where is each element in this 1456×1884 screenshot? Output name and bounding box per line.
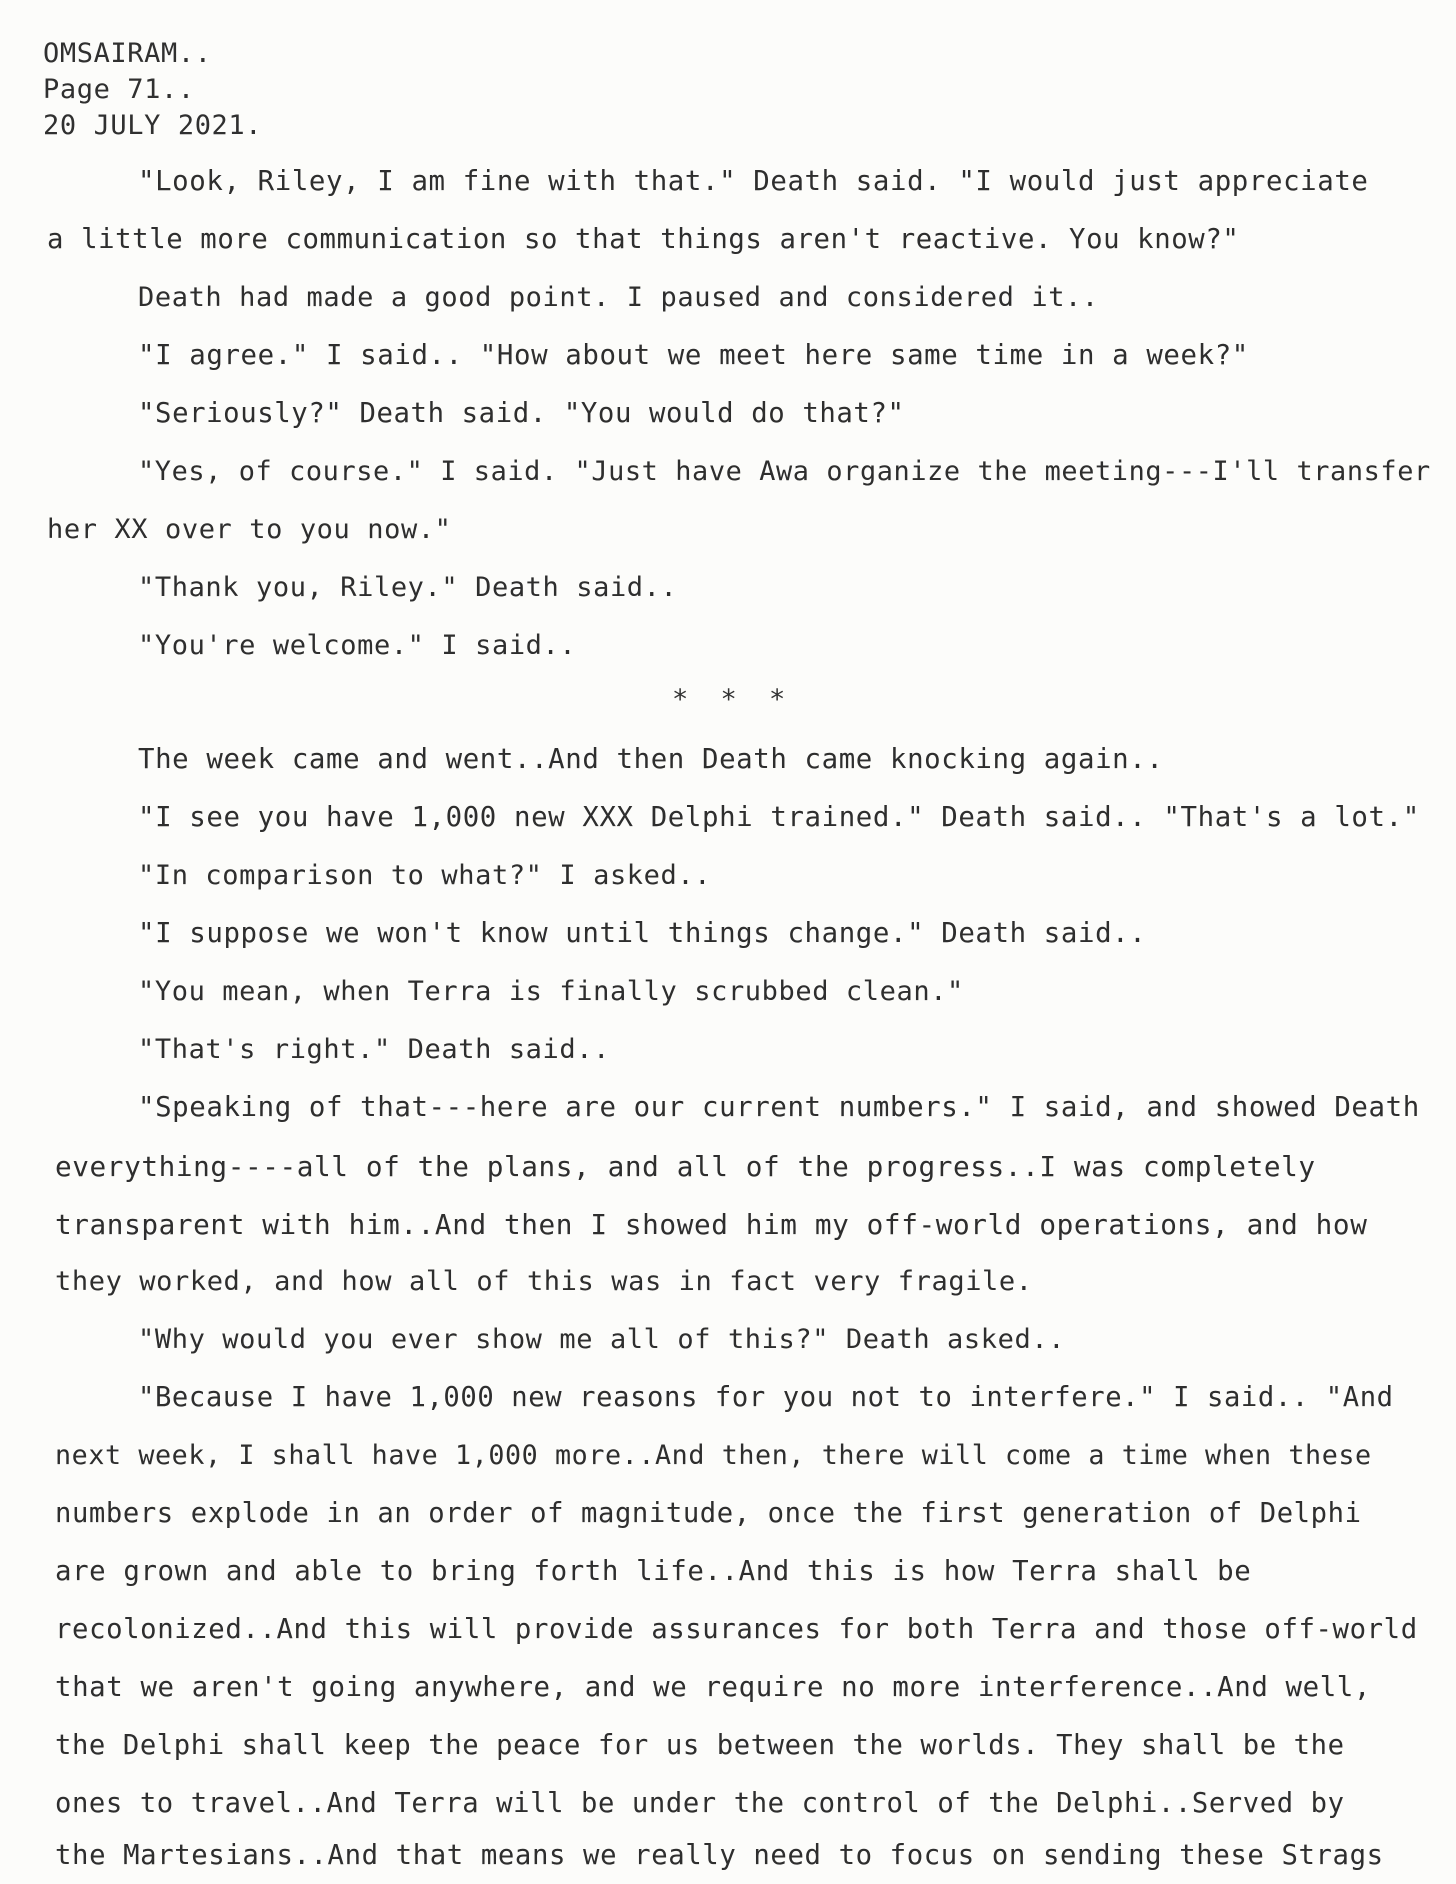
text-line: transparent with him..And then I showed him my off-world operations, and how [55, 1208, 1368, 1241]
text-line: her XX over to you now." [47, 514, 452, 545]
text-line: recolonized..And this will provide assurances for both Terra and those off-world [55, 1614, 1418, 1645]
text-line: "Look, Riley, I am fine with that." Death said. "I would just appreciate [138, 166, 1369, 197]
text-line: "You mean, when Terra is finally scrubbed clean." [138, 976, 964, 1007]
text-line: "In comparison to what?" I asked.. [138, 860, 712, 891]
text-line: next week, I shall have 1,000 more..And then, there will come a time when these [55, 1440, 1372, 1471]
text-line: "Thank you, Riley." Death said.. [138, 572, 678, 603]
text-line: numbers explode in an order of magnitude, once the first generation of Delphi [55, 1498, 1362, 1529]
text-line: the Delphi shall keep the peace for us between the worlds. They shall be the [55, 1730, 1345, 1761]
text-line: that we aren't going anywhere, and we require no more interference..And well, [55, 1672, 1371, 1703]
text-line: "Yes, of course." I said. "Just have Awa organize the meeting---I'll transfer [138, 456, 1431, 487]
header-date: 20 JULY 2021. [43, 110, 263, 141]
text-line: Death had made a good point. I paused and considered it.. [138, 282, 1099, 313]
text-line: The week came and went..And then Death came knocking again.. [138, 744, 1164, 775]
text-line: "Why would you ever show me all of this?" Death asked.. [138, 1324, 1066, 1355]
text-line: everything----all of the plans, and all of the progress..I was completely [55, 1150, 1316, 1183]
text-line: "I agree." I said.. "How about we meet here same time in a week?" [138, 340, 1249, 371]
text-line: ones to travel..And Terra will be under the control of the Delphi..Served by [55, 1788, 1345, 1819]
header-title: OMSAIRAM.. [43, 38, 212, 69]
text-line: the Martesians..And that means we really need to focus on sending these Strags [55, 1840, 1384, 1871]
text-line: "Seriously?" Death said. "You would do that?" [138, 398, 905, 429]
header-page-number: Page 71.. [43, 74, 195, 105]
text-line: "That's right." Death said.. [138, 1034, 610, 1065]
text-line: they worked, and how all of this was in fact very fragile. [55, 1266, 1033, 1297]
text-line: a little more communication so that things aren't reactive. You know?" [47, 224, 1240, 255]
text-line: "I suppose we won't know until things change." Death said.. [138, 918, 1147, 949]
text-line: "You're welcome." I said.. [138, 630, 577, 661]
text-line: "I see you have 1,000 new XXX Delphi trained." Death said.. "That's a lot." [138, 802, 1420, 833]
text-line: are grown and able to bring forth life..And this is how Terra shall be [55, 1556, 1252, 1587]
text-line: "Speaking of that---here are our current numbers." I said, and showed Death [138, 1092, 1420, 1123]
section-separator: * * * [672, 684, 794, 715]
text-line: "Because I have 1,000 new reasons for you not to interfere." I said.. "And [138, 1382, 1394, 1413]
